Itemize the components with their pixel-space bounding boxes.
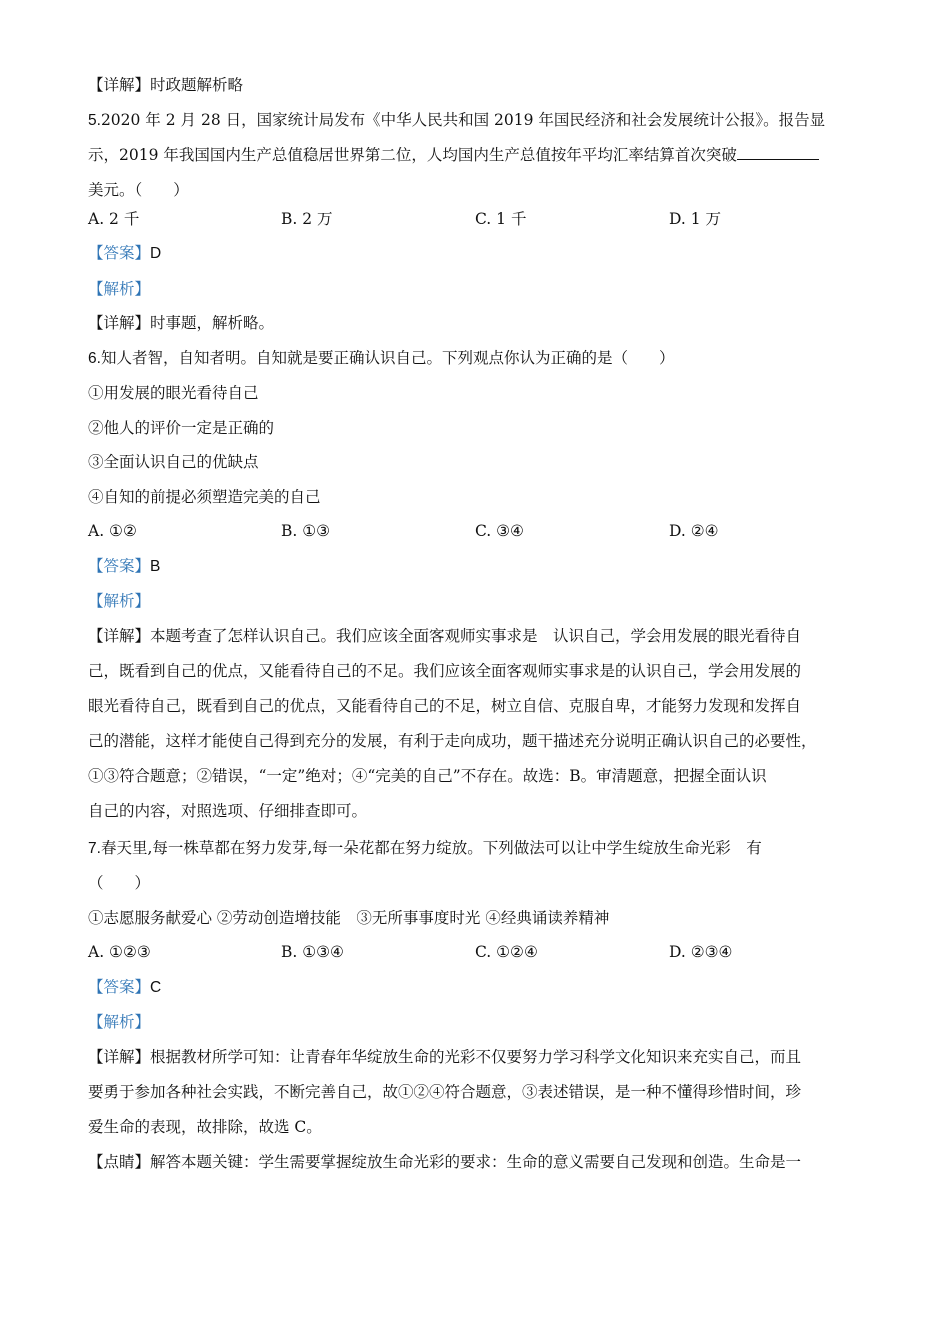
document-page <box>88 74 878 1180</box>
option-c: C. 1 千 <box>475 209 527 228</box>
q5-options <box>88 208 878 230</box>
question-number: 5. <box>88 111 101 129</box>
q6-analysis <box>88 590 878 612</box>
analysis-tag: 【解析】 <box>88 279 151 298</box>
q7-paren: （ ） <box>88 874 151 892</box>
detail-tag: 【详解】 <box>88 626 151 645</box>
option-d: D. ②③④ <box>669 943 733 961</box>
answer-tag: 【答案】 <box>88 556 151 575</box>
q6-item-1: ①用发展的眼光看待自己 <box>88 384 259 402</box>
q5-stem-row-3: 美元。（ ） <box>88 180 189 199</box>
answer-blank <box>737 143 819 160</box>
detail-tag: 【详解】 <box>88 76 151 94</box>
q6-item-4: ④自知的前提必须塑造完美的自己 <box>88 487 321 506</box>
q6-detail-row-6: 自己的内容，对照选项、仔细排查即可。 <box>88 801 368 820</box>
q6-stem: 6.知人者智，自知者明。自知就是要正确认识自己。下列观点你认为正确的是（ ） <box>88 348 675 367</box>
option-c: C. ①②④ <box>475 943 538 961</box>
q5-stem-row-2: 示，2019 年我国国内生产总值稳居世界第二位，人均国内生产总值按年平均汇率结算首次突破 <box>88 138 878 173</box>
q5-answer <box>88 242 878 265</box>
q4-detail-line <box>88 74 878 96</box>
q7-stem: 7.春天里,每一株草都在努力发芽,每一朵花都在努力绽放。下列做法可以让中学生绽放生命光彩 有 <box>88 838 762 857</box>
q7-answer <box>88 976 878 999</box>
q5-stem <box>88 103 878 208</box>
q6-detail-row-1: 【详解】本题考查了怎样认识自己。我们应该全面客观师实事求是 认识自己，学会用发展的眼光看待自 <box>88 626 802 645</box>
q5-analysis <box>88 278 878 300</box>
q5-stem-row-1: 5.2020 年 2 月 28 日，国家统计局发布《中华人民共和国 2019 年国民经济和社会发展统计公报》。报告显 <box>88 110 826 129</box>
q7-analysis <box>88 1011 878 1033</box>
q5-detail <box>88 312 878 334</box>
q7-detail <box>88 1040 878 1180</box>
option-a: A. 2 千 <box>88 209 140 228</box>
option-b: B. ①③④ <box>281 943 344 961</box>
question-number: 7. <box>88 839 101 857</box>
question-number: 6. <box>88 349 101 367</box>
option-a: A. ①②③ <box>88 943 151 961</box>
option-a: A. ①② <box>88 522 137 540</box>
option-d: D. 1 万 <box>669 209 722 228</box>
answer-value: B <box>150 557 161 575</box>
detail-tag: 【详解】 <box>88 1047 151 1066</box>
q6-detail-row-2: 己，既看到自己的优点，又能看待自己的不足。我们应该全面客观师实事求是的认识自己，学会用发展的 <box>88 661 802 680</box>
option-b: B. ①③ <box>281 522 331 540</box>
q6-detail <box>88 619 878 829</box>
analysis-tag: 【解析】 <box>88 592 151 610</box>
answer-tag: 【答案】 <box>88 244 151 262</box>
analysis-tag: 【解析】 <box>88 1013 151 1031</box>
q7-items: ①志愿服务献爱心 ②劳动创造增技能 ③无所事事度时光 ④经典诵读养精神 <box>88 908 610 927</box>
answer-value: C <box>150 978 162 996</box>
option-d: D. ②④ <box>669 522 719 540</box>
option-b: B. 2 万 <box>281 209 333 228</box>
q7-tip-row: 【点睛】解答本题关键：学生需要掌握绽放生命光彩的要求：生命的意义需要自己发现和创造。生命是一 <box>88 1152 802 1171</box>
option-c: C. ③④ <box>475 522 524 540</box>
tip-tag: 【点睛】 <box>88 1152 151 1171</box>
detail-tag: 【详解】 <box>88 314 151 332</box>
answer-value: D <box>150 245 162 262</box>
q7-detail-row-3: 爱生命的表现，故排除，故选 C。 <box>88 1117 322 1136</box>
detail-text: 时事题，解析略。 <box>150 314 275 332</box>
q7-detail-row-1: 【详解】根据教材所学可知：让青春年华绽放生命的光彩不仅要努力学习科学文化知识来充实自己，而且 <box>88 1047 802 1066</box>
answer-tag: 【答案】 <box>88 977 151 996</box>
q6-answer <box>88 555 878 578</box>
q7-options <box>88 941 878 963</box>
q6-detail-row-3: 眼光看待自己，既看到自己的优点，又能看待自己的不足，树立自信、克服自卑，才能努力发现和发挥自 <box>88 696 802 715</box>
q6-item-3: ③全面认识自己的优缺点 <box>88 453 259 471</box>
q6-options <box>88 520 878 542</box>
detail-text: 时政题解析略 <box>150 76 244 94</box>
q7-detail-row-2: 要勇于参加各种社会实践，不断完善自己，故①②④符合题意，③表述错误，是一种不懂得珍惜时间，珍 <box>88 1082 802 1101</box>
q6-item-2: ②他人的评价一定是正确的 <box>88 418 275 437</box>
q6-detail-row-4: 己的潜能，这样才能使自己得到充分的发展，有利于走向成功，题干描述充分说明正确认识自己的必要性， <box>88 731 817 750</box>
q6-detail-row-5: ①③符合题意；②错误，“一定”绝对；④“完美的自己”不存在。故选：B。审清题意，把握全面认识 <box>88 766 767 785</box>
